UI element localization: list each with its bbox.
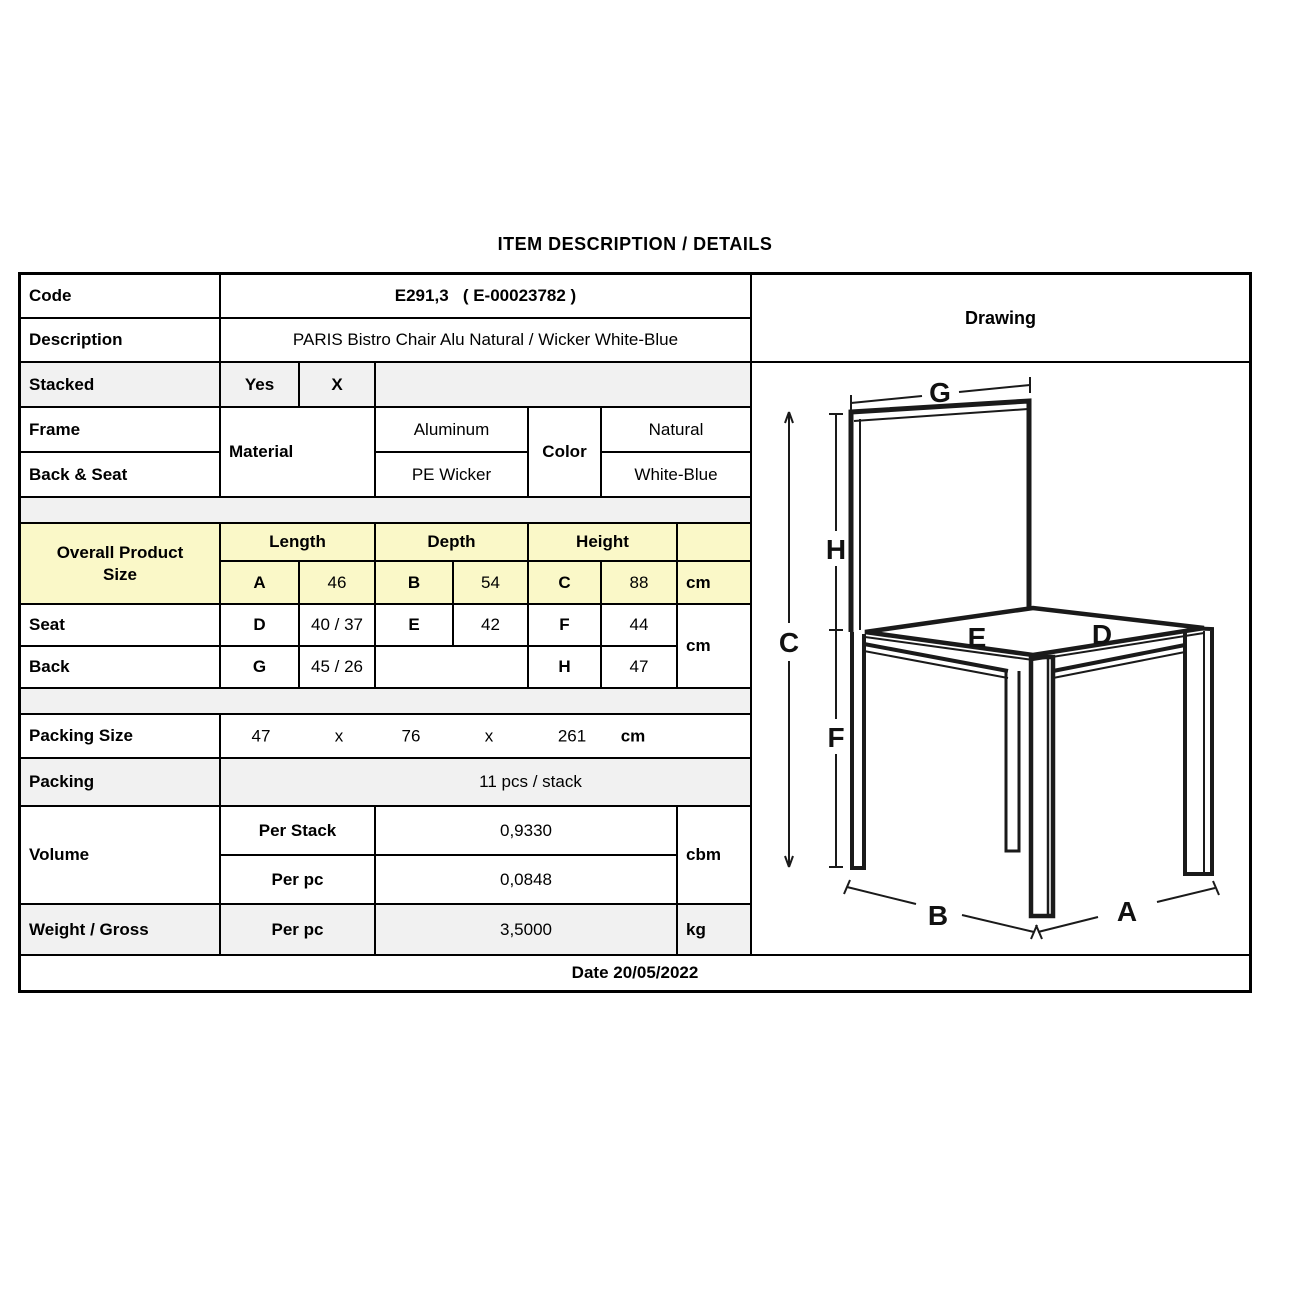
code-label: Code xyxy=(21,275,221,319)
stacked-yes: Yes xyxy=(221,363,300,408)
dim-label-c: C xyxy=(778,627,800,658)
back-seat-label: Back & Seat xyxy=(21,453,221,498)
details-table xyxy=(21,275,750,954)
dim-label-e: E xyxy=(967,622,987,653)
code-value: E291,3 ( E-00023782 ) xyxy=(221,275,750,319)
dim-label-b: B xyxy=(927,900,949,931)
overall-unit: cm xyxy=(678,562,750,605)
spec-table xyxy=(18,272,1252,993)
back-depth-empty xyxy=(376,647,529,689)
height-header: Height xyxy=(529,524,678,562)
dim-b-value: 54 xyxy=(454,562,529,605)
seat-label: Seat xyxy=(21,605,221,647)
weight-value: 3,5000 xyxy=(376,905,678,954)
stacked-label: Stacked xyxy=(21,363,221,408)
back-seat-material: PE Wicker xyxy=(376,453,529,498)
packing-value: 11 pcs / stack xyxy=(221,759,750,807)
drawing-header: Drawing xyxy=(752,275,1249,363)
dim-f-key: F xyxy=(529,605,602,647)
dim-label-a: A xyxy=(1116,896,1138,927)
dim-g-key: G xyxy=(221,647,300,689)
packing-size-x1: x xyxy=(334,726,344,746)
dim-d-key: D xyxy=(221,605,300,647)
dim-d-value: 40 / 37 xyxy=(300,605,376,647)
overall-size-label: Overall Product Size xyxy=(21,524,221,605)
volume-per-pc-label: Per pc xyxy=(221,856,376,905)
color-label: Color xyxy=(529,408,602,498)
dim-f-value: 44 xyxy=(602,605,678,647)
overall-unit-empty xyxy=(678,524,750,562)
packing-size-x2: x xyxy=(484,726,494,746)
dim-label-g: G xyxy=(929,377,951,408)
dim-e-value: 42 xyxy=(454,605,529,647)
dim-a-value: 46 xyxy=(300,562,376,605)
back-label: Back xyxy=(21,647,221,689)
drawing-panel xyxy=(750,275,1249,954)
dim-e-key: E xyxy=(376,605,454,647)
frame-color: Natural xyxy=(602,408,750,453)
dim-b-key: B xyxy=(376,562,454,605)
packing-label: Packing xyxy=(21,759,221,807)
dim-h-key: H xyxy=(529,647,602,689)
description-value: PARIS Bistro Chair Alu Natural / Wicker White-Blue xyxy=(221,319,750,363)
weight-unit: kg xyxy=(678,905,750,954)
dim-c-value: 88 xyxy=(602,562,678,605)
dim-label-f: F xyxy=(827,722,845,753)
seat-back-unit: cm xyxy=(678,605,750,689)
weight-per-pc-label: Per pc xyxy=(221,905,376,954)
dim-c-key: C xyxy=(529,562,602,605)
dim-label-h: H xyxy=(825,534,847,565)
stacked-empty xyxy=(376,363,750,408)
drawing-area xyxy=(752,363,1249,952)
volume-unit: cbm xyxy=(678,807,750,905)
volume-label: Volume xyxy=(21,807,221,905)
dim-label-d: D xyxy=(1091,619,1113,650)
back-seat-color: White-Blue xyxy=(602,453,750,498)
packing-size-value xyxy=(221,715,750,759)
weight-label: Weight / Gross xyxy=(21,905,221,954)
spacer-row xyxy=(21,689,750,715)
packing-size-d: 76 xyxy=(401,726,421,746)
date-row: Date 20/05/2022 xyxy=(21,954,1249,990)
packing-size-w: 47 xyxy=(251,726,271,746)
material-label: Material xyxy=(221,408,376,498)
dim-g-value: 45 / 26 xyxy=(300,647,376,689)
volume-per-stack-value: 0,9330 xyxy=(376,807,678,856)
dim-line-h xyxy=(829,414,843,630)
dim-a-key: A xyxy=(221,562,300,605)
packing-size-h: 261 xyxy=(557,726,587,746)
packing-size-label: Packing Size xyxy=(21,715,221,759)
description-label: Description xyxy=(21,319,221,363)
volume-per-stack-label: Per Stack xyxy=(221,807,376,856)
page-title: ITEM DESCRIPTION / DETAILS xyxy=(497,234,773,254)
frame-material: Aluminum xyxy=(376,408,529,453)
stacked-mark: X xyxy=(300,363,376,408)
chair-drawing xyxy=(752,363,1249,952)
length-header: Length xyxy=(221,524,376,562)
dim-h-value: 47 xyxy=(602,647,678,689)
volume-per-pc-value: 0,0848 xyxy=(376,856,678,905)
packing-size-unit: cm xyxy=(620,726,646,746)
frame-label: Frame xyxy=(21,408,221,453)
chair-legs xyxy=(852,628,1212,916)
spacer-row xyxy=(21,498,750,524)
depth-header: Depth xyxy=(376,524,529,562)
chair-backrest xyxy=(851,401,1029,632)
